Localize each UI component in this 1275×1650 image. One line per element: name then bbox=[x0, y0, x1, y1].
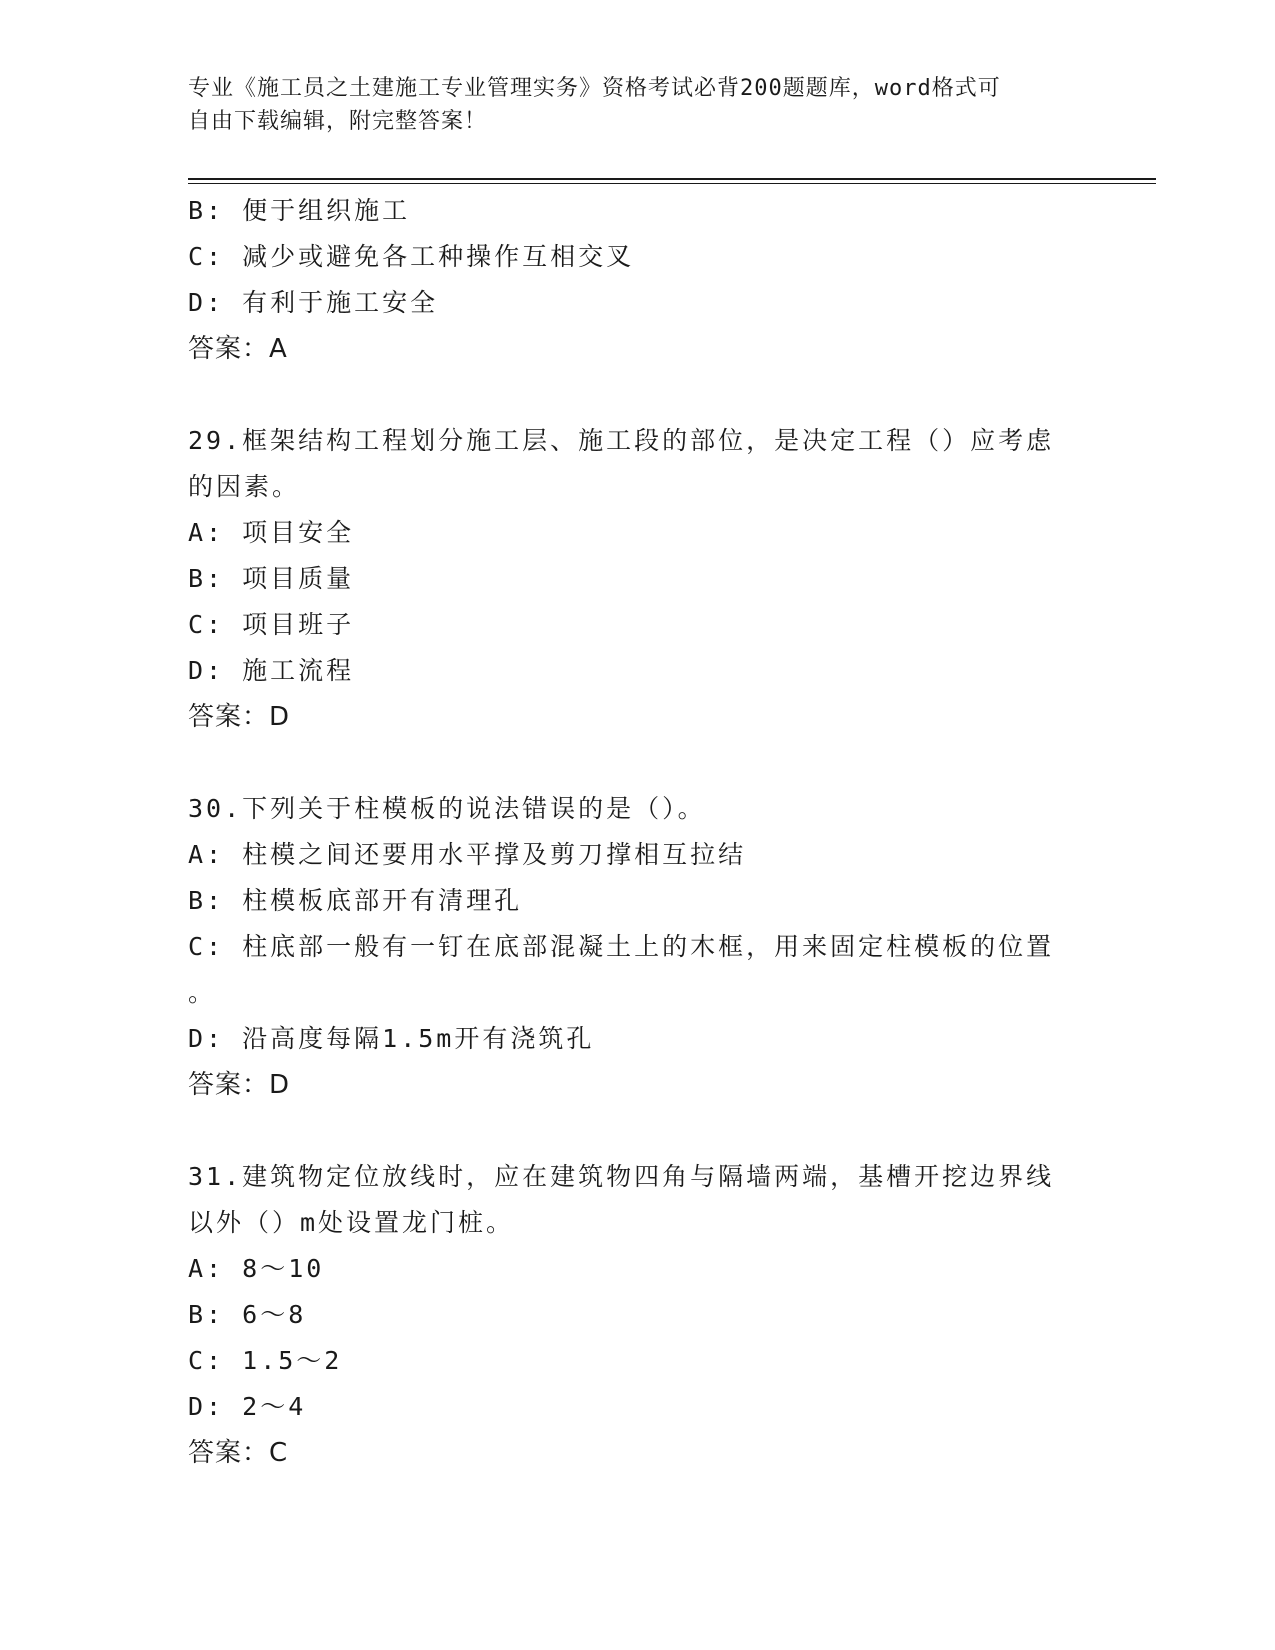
document-header bbox=[188, 72, 1068, 138]
question-stem-continued: 的因素。 bbox=[188, 472, 301, 501]
spacer bbox=[188, 1108, 1088, 1154]
option-a: A: 项目安全 bbox=[188, 518, 355, 547]
question-stem: 29.框架结构工程划分施工层、施工段的部位，是决定工程（）应考虑 bbox=[188, 426, 1055, 455]
answer-line: 答案：D bbox=[188, 1070, 291, 1100]
question-stem: 31.建筑物定位放线时，应在建筑物四角与隔墙两端，基槽开挖边界线 bbox=[188, 1162, 1055, 1191]
question-stem-continued: 以外（）m处设置龙门桩。 bbox=[188, 1208, 515, 1237]
option-b: B: 柱模板底部开有清理孔 bbox=[188, 886, 523, 915]
header-title-line-2: 自由下载编辑，附完整答案！ bbox=[188, 109, 488, 134]
question-block-31 bbox=[188, 1154, 1088, 1476]
answer-line: 答案：C bbox=[188, 1438, 289, 1468]
answer-line: 答案：D bbox=[188, 702, 291, 732]
option-c: C: 1.5～2 bbox=[188, 1346, 343, 1375]
option-a: A: 柱模之间还要用水平撑及剪刀撑相互拉结 bbox=[188, 840, 747, 869]
answer-line: 答案：A bbox=[188, 334, 288, 364]
question-stem: 30.下列关于柱模板的说法错误的是（）。 bbox=[188, 794, 706, 823]
option-b: B: 6～8 bbox=[188, 1300, 307, 1329]
option-b: B: 便于组织施工 bbox=[188, 196, 411, 225]
option-d: D: 2～4 bbox=[188, 1392, 307, 1421]
option-c-continued: 。 bbox=[188, 978, 217, 1007]
option-c: C: 减少或避免各工种操作互相交叉 bbox=[188, 242, 635, 271]
option-d: D: 沿高度每隔1.5m开有浇筑孔 bbox=[188, 1024, 595, 1053]
header-title-line-1: 专业《施工员之土建施工专业管理实务》资格考试必背200题题库，word格式可 bbox=[188, 76, 1001, 101]
option-b: B: 项目质量 bbox=[188, 564, 355, 593]
header-divider-thin bbox=[188, 183, 1156, 184]
question-block-30 bbox=[188, 786, 1088, 1108]
spacer bbox=[188, 372, 1088, 418]
question-block-28 bbox=[188, 188, 1088, 372]
question-block-29 bbox=[188, 418, 1088, 740]
spacer bbox=[188, 740, 1088, 786]
option-a: A: 8～10 bbox=[188, 1254, 325, 1283]
option-d: D: 施工流程 bbox=[188, 656, 355, 685]
header-divider-thick bbox=[188, 178, 1156, 180]
option-c: C: 柱底部一般有一钉在底部混凝土上的木框，用来固定柱模板的位置 bbox=[188, 932, 1055, 961]
question-list bbox=[188, 188, 1088, 1476]
option-d: D: 有利于施工安全 bbox=[188, 288, 439, 317]
option-c: C: 项目班子 bbox=[188, 610, 355, 639]
